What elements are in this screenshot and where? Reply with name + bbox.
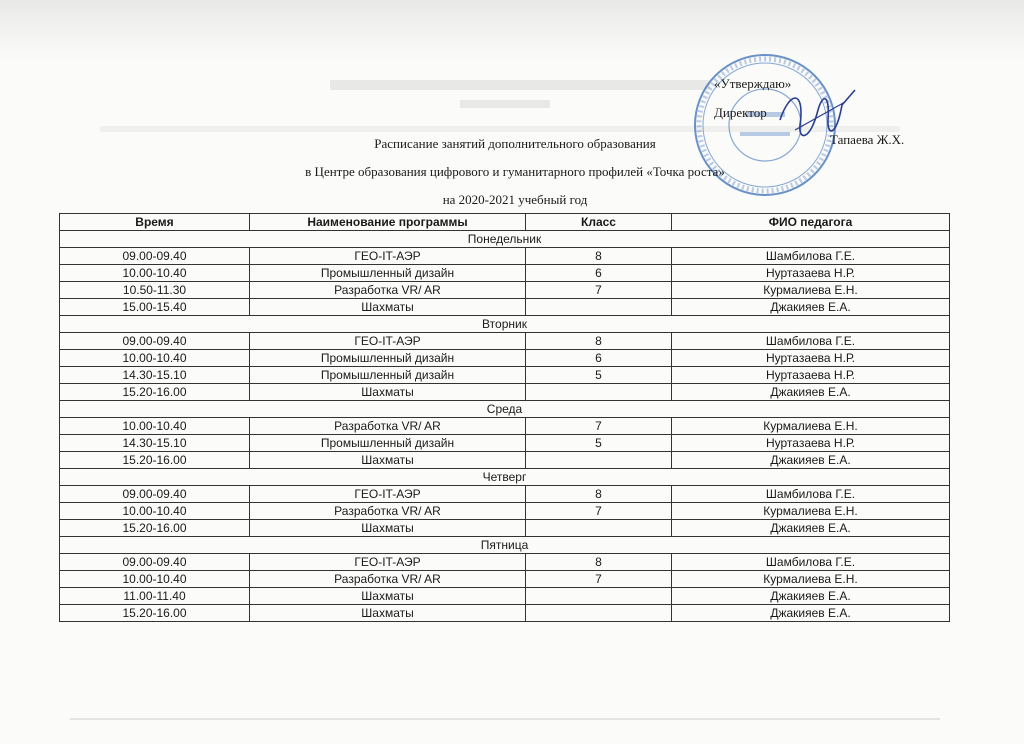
table-row — [60, 452, 950, 469]
program-cell: ГЕО-IT-АЭР — [250, 333, 526, 350]
class-cell: 8 — [526, 248, 672, 265]
teacher-cell: Нуртазаева Н.Р. — [672, 435, 950, 452]
time-cell: 10.00-10.40 — [60, 265, 250, 282]
table-row — [60, 486, 950, 503]
bleed-through-line — [460, 100, 550, 108]
teacher-cell: Шамбилова Г.Е. — [672, 486, 950, 503]
table-row — [60, 299, 950, 316]
program-cell: Шахматы — [250, 605, 526, 622]
table-row — [60, 367, 950, 384]
day-name: Пятница — [60, 537, 950, 554]
table-row — [60, 350, 950, 367]
class-cell — [526, 588, 672, 605]
teacher-cell: Курмалиева Е.Н. — [672, 571, 950, 588]
time-cell: 10.00-10.40 — [60, 503, 250, 520]
class-cell: 7 — [526, 571, 672, 588]
teacher-cell: Шамбилова Г.Е. — [672, 248, 950, 265]
teacher-cell: Нуртазаева Н.Р. — [672, 265, 950, 282]
class-cell — [526, 384, 672, 401]
time-cell: 09.00-09.40 — [60, 554, 250, 571]
day-row — [60, 469, 950, 486]
program-cell: Разработка VR/ AR — [250, 503, 526, 520]
program-cell: Промышленный дизайн — [250, 265, 526, 282]
table-row — [60, 554, 950, 571]
teacher-cell: Джакияев Е.А. — [672, 452, 950, 469]
table-row — [60, 418, 950, 435]
teacher-cell: Курмалиева Е.Н. — [672, 282, 950, 299]
program-cell: Шахматы — [250, 588, 526, 605]
table-row — [60, 503, 950, 520]
director-name: Тапаева Ж.Х. — [830, 132, 905, 147]
time-cell: 15.20-16.00 — [60, 605, 250, 622]
class-cell — [526, 452, 672, 469]
class-cell: 7 — [526, 418, 672, 435]
time-cell: 10.00-10.40 — [60, 350, 250, 367]
schedule-table — [59, 213, 950, 622]
teacher-cell: Шамбилова Г.Е. — [672, 333, 950, 350]
program-cell: Промышленный дизайн — [250, 367, 526, 384]
time-cell: 14.30-15.10 — [60, 367, 250, 384]
class-cell: 7 — [526, 503, 672, 520]
class-cell: 6 — [526, 265, 672, 282]
time-cell: 09.00-09.40 — [60, 486, 250, 503]
time-cell: 15.20-16.00 — [60, 520, 250, 537]
title-line-3: на 2020-2021 учебный год — [442, 192, 588, 207]
table-row — [60, 520, 950, 537]
table-row — [60, 265, 950, 282]
teacher-cell: Нуртазаева Н.Р. — [672, 350, 950, 367]
program-cell: Шахматы — [250, 520, 526, 537]
program-cell: Шахматы — [250, 299, 526, 316]
header-program: Наименование программы — [250, 214, 526, 231]
time-cell: 15.20-16.00 — [60, 452, 250, 469]
table-row — [60, 333, 950, 350]
schedule-body — [60, 231, 950, 622]
header-time: Время — [60, 214, 250, 231]
teacher-cell: Джакияев Е.А. — [672, 605, 950, 622]
time-cell: 10.00-10.40 — [60, 571, 250, 588]
title-line-1: Расписание занятий дополнительного образования — [374, 136, 656, 151]
table-row — [60, 282, 950, 299]
program-cell: ГЕО-IT-АЭР — [250, 486, 526, 503]
class-cell: 7 — [526, 282, 672, 299]
program-cell: Шахматы — [250, 384, 526, 401]
time-cell: 09.00-09.40 — [60, 333, 250, 350]
program-cell: Промышленный дизайн — [250, 350, 526, 367]
program-cell: Разработка VR/ AR — [250, 282, 526, 299]
time-cell: 10.00-10.40 — [60, 418, 250, 435]
teacher-cell: Джакияев Е.А. — [672, 384, 950, 401]
class-cell: 8 — [526, 333, 672, 350]
day-name: Среда — [60, 401, 950, 418]
day-name: Четверг — [60, 469, 950, 486]
class-cell: 8 — [526, 486, 672, 503]
scan-artifact-line — [70, 718, 940, 720]
program-cell: Шахматы — [250, 452, 526, 469]
teacher-cell: Курмалиева Е.Н. — [672, 503, 950, 520]
teacher-cell: Шамбилова Г.Е. — [672, 554, 950, 571]
program-cell: Разработка VR/ AR — [250, 571, 526, 588]
class-cell — [526, 605, 672, 622]
day-row — [60, 537, 950, 554]
day-row — [60, 316, 950, 333]
program-cell: ГЕО-IT-АЭР — [250, 554, 526, 571]
scan-shadow-top — [0, 0, 1024, 60]
table-row — [60, 605, 950, 622]
class-cell: 6 — [526, 350, 672, 367]
bleed-through-line — [330, 80, 710, 90]
program-cell: Промышленный дизайн — [250, 435, 526, 452]
table-row — [60, 248, 950, 265]
table-header-row — [60, 214, 950, 231]
teacher-cell: Джакияев Е.А. — [672, 299, 950, 316]
document-title — [100, 136, 930, 220]
table-row — [60, 571, 950, 588]
teacher-cell: Курмалиева Е.Н. — [672, 418, 950, 435]
day-name: Вторник — [60, 316, 950, 333]
class-cell: 5 — [526, 435, 672, 452]
director-label: Директор — [714, 105, 767, 120]
table-row — [60, 384, 950, 401]
table-row — [60, 435, 950, 452]
teacher-cell: Нуртазаева Н.Р. — [672, 367, 950, 384]
class-cell: 8 — [526, 554, 672, 571]
day-row — [60, 401, 950, 418]
day-name: Понедельник — [60, 231, 950, 248]
teacher-cell: Джакияев Е.А. — [672, 520, 950, 537]
program-cell: Разработка VR/ AR — [250, 418, 526, 435]
program-cell: ГЕО-IT-АЭР — [250, 248, 526, 265]
teacher-cell: Джакияев Е.А. — [672, 588, 950, 605]
time-cell: 09.00-09.40 — [60, 248, 250, 265]
header-teacher: ФИО педагога — [672, 214, 950, 231]
approve-label: «Утверждаю» — [714, 76, 792, 91]
time-cell: 10.50-11.30 — [60, 282, 250, 299]
class-cell — [526, 520, 672, 537]
time-cell: 15.00-15.40 — [60, 299, 250, 316]
title-line-2: в Центре образования цифрового и гуманитарного профилей «Точка роста» — [305, 164, 725, 179]
time-cell: 15.20-16.00 — [60, 384, 250, 401]
time-cell: 11.00-11.40 — [60, 588, 250, 605]
time-cell: 14.30-15.10 — [60, 435, 250, 452]
class-cell: 5 — [526, 367, 672, 384]
class-cell — [526, 299, 672, 316]
table-row — [60, 588, 950, 605]
day-row — [60, 231, 950, 248]
header-class: Класс — [526, 214, 672, 231]
